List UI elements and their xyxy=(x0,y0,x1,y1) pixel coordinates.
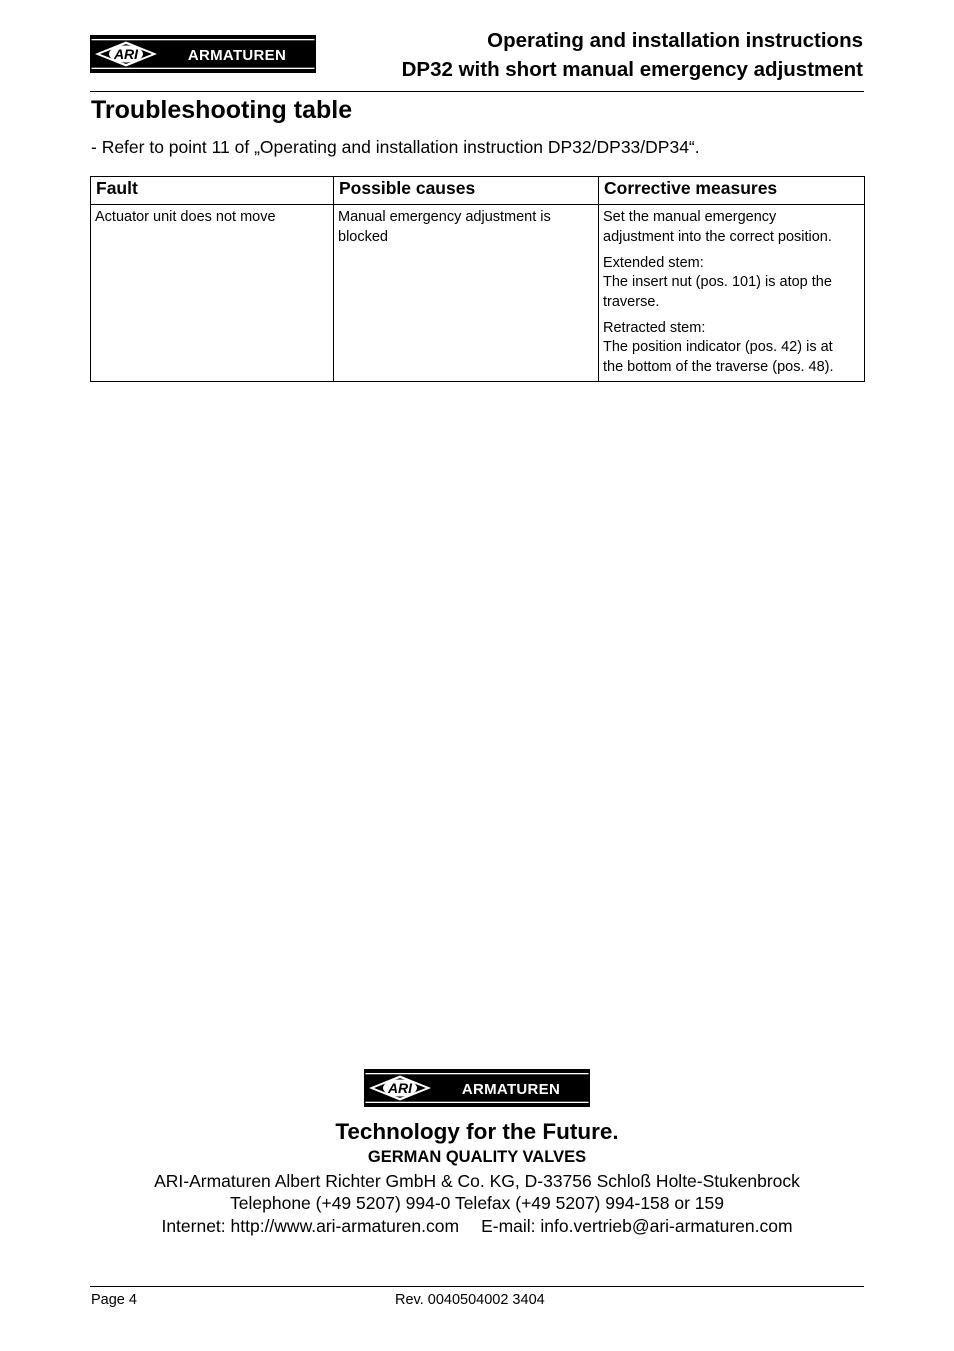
measure-line: Extended stem: xyxy=(603,254,704,271)
column-header-fault: Fault xyxy=(91,177,334,205)
table-header-row xyxy=(91,177,865,205)
footer-divider xyxy=(90,1286,864,1287)
header-divider xyxy=(90,91,864,92)
footer-contact xyxy=(0,1216,954,1237)
column-header-causes: Possible causes xyxy=(334,177,599,205)
svg-text:ARI: ARI xyxy=(113,46,139,62)
footer-email: E-mail: info.vertrieb@ari-armaturen.com xyxy=(481,1216,793,1236)
measure-item xyxy=(603,208,860,247)
measure-line: The position indicator (pos. 42) is at xyxy=(603,339,833,355)
document-header-title xyxy=(402,26,863,84)
measure-line: Set the manual emergency xyxy=(603,209,777,225)
header-title-line1: Operating and installation instructions xyxy=(487,29,863,52)
column-header-measures: Corrective measures xyxy=(599,177,865,205)
ari-armaturen-logo xyxy=(90,35,316,73)
measure-line: The insert nut (pos. 101) is atop the xyxy=(603,274,832,290)
table-row xyxy=(91,205,865,382)
measure-item xyxy=(603,254,860,313)
measure-item xyxy=(603,319,860,378)
footer-tagline: Technology for the Future. xyxy=(335,1119,619,1144)
fault-cell: Actuator unit does not move xyxy=(91,205,334,382)
cause-cell: Manual emergency adjustment is blocked xyxy=(334,205,599,382)
reference-note: - Refer to point 11 of „Operating and installation instruction DP32/DP33/DP34“. xyxy=(91,137,700,157)
revision-number: Rev. 0040504002 3404 xyxy=(395,1292,545,1308)
footer-internet: Internet: http://www.ari-armaturen.com xyxy=(161,1216,460,1236)
svg-text:ARMATUREN: ARMATUREN xyxy=(187,47,287,64)
measure-line: adjustment into the correct position. xyxy=(603,228,832,245)
measure-line: Retracted stem: xyxy=(603,319,706,336)
header-title-line2: DP32 with short manual emergency adjustment xyxy=(401,58,863,81)
measure-line: traverse. xyxy=(603,293,660,310)
measures-cell xyxy=(599,205,865,382)
page-number: Page 4 xyxy=(91,1292,137,1308)
measure-line: the bottom of the traverse (pos. 48). xyxy=(603,358,834,375)
footer-phone: Telephone (+49 5207) 994-0 Telefax (+49 5207) 994-158 or 159 xyxy=(230,1193,724,1213)
footer-quality: GERMAN QUALITY VALVES xyxy=(367,1148,587,1166)
svg-text:ARI: ARI xyxy=(387,1080,413,1096)
troubleshooting-table xyxy=(90,176,865,382)
section-title: Troubleshooting table xyxy=(91,96,353,124)
footer-company: ARI-Armaturen Albert Richter GmbH & Co. KG, D-33756 Schloß Holte-Stukenbrock xyxy=(154,1171,800,1191)
footer-ari-armaturen-logo xyxy=(364,1069,590,1107)
svg-text:ARMATUREN: ARMATUREN xyxy=(461,1081,561,1098)
